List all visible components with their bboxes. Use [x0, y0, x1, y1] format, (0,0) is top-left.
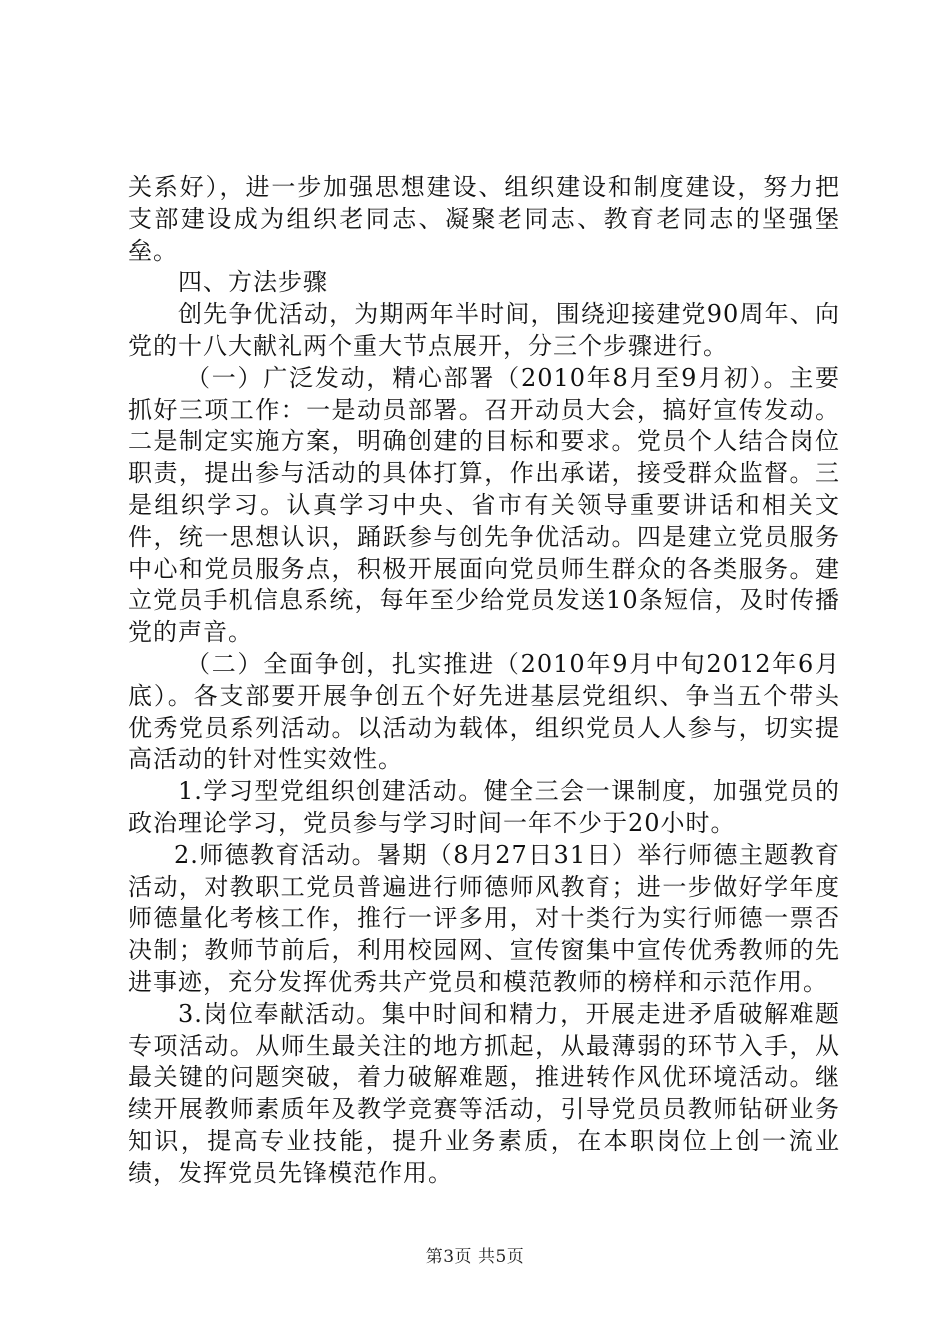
document-body [128, 172, 840, 1190]
section-heading-methods: 四、方法步骤 [178, 268, 328, 297]
page-footer: 第3页 共5页 [425, 1247, 525, 1267]
paragraph-item-3: 3.岗位奉献活动。集中时间和精力，开展走进矛盾破解难题专项活动。从师生最关注的地方抓起，从最薄弱的环节入手，从最关键的问题突破，着力破解难题，推进转作风优环境活动。继续开展教师素质年及教学竞赛等活动，引导党员员教师钻研业务知识，提高专业技能，提升业务素质，在本职岗位上创一流业绩，发挥党员先锋模范作用。 [128, 999, 840, 1187]
paragraph-item-1: 1.学习型党组织创建活动。健全三会一课制度，加强党员的政治理论学习，党员参与学习时间一年不少于20小时。 [128, 777, 840, 837]
paragraph-intro: 创先争优活动，为期两年半时间，围绕迎接建党90周年、向党的十八大献礼两个重大节点展开，分三个步骤进行。 [128, 300, 840, 360]
paragraph-continuation: 关系好），进一步加强思想建设、组织建设和制度建设，努力把支部建设成为组织老同志、凝聚老同志、教育老同志的坚强堡垒。 [128, 173, 840, 265]
paragraph-step-one: （一）广泛发动，精心部署（2010年8月至9月初）。主要抓好三项工作：一是动员部署。召开动员大会，搞好宣传发动。二是制定实施方案，明确创建的目标和要求。党员个人结合岗位职责，提出参与活动的具体打算，作出承诺，接受群众监督。三是组织学习。认真学习中央、省市有关领导重要讲话和相关文件，统一思想认识，踊跃参与创先争优活动。四是建立党员服务中心和党员服务点，积极开展面向党员师生群众的各类服务。建立党员手机信息系统，每年至少给党员发送10条短信，及时传播党的声音。 [128, 363, 840, 647]
paragraph-step-two: （二）全面争创，扎实推进（2010年9月中旬2012年6月底）。各支部要开展争创五个好先进基层党组织、争当五个带头优秀党员系列活动。以活动为载体，组织党员人人参与，切实提高活动的针对性实效性。 [128, 649, 840, 774]
paragraph-item-2: 2.师德教育活动。暑期（8月27日31日）举行师德主题教育活动，对教职工党员普遍进行师德师风教育；进一步做好学年度师德量化考核工作，推行一评多用，对十类行为实行师德一票否决制；教师节前后，利用校园网、宣传窗集中宣传优秀教师的先进事迹，充分发挥优秀共产党员和模范教师的榜样和示范作用。 [128, 840, 840, 996]
